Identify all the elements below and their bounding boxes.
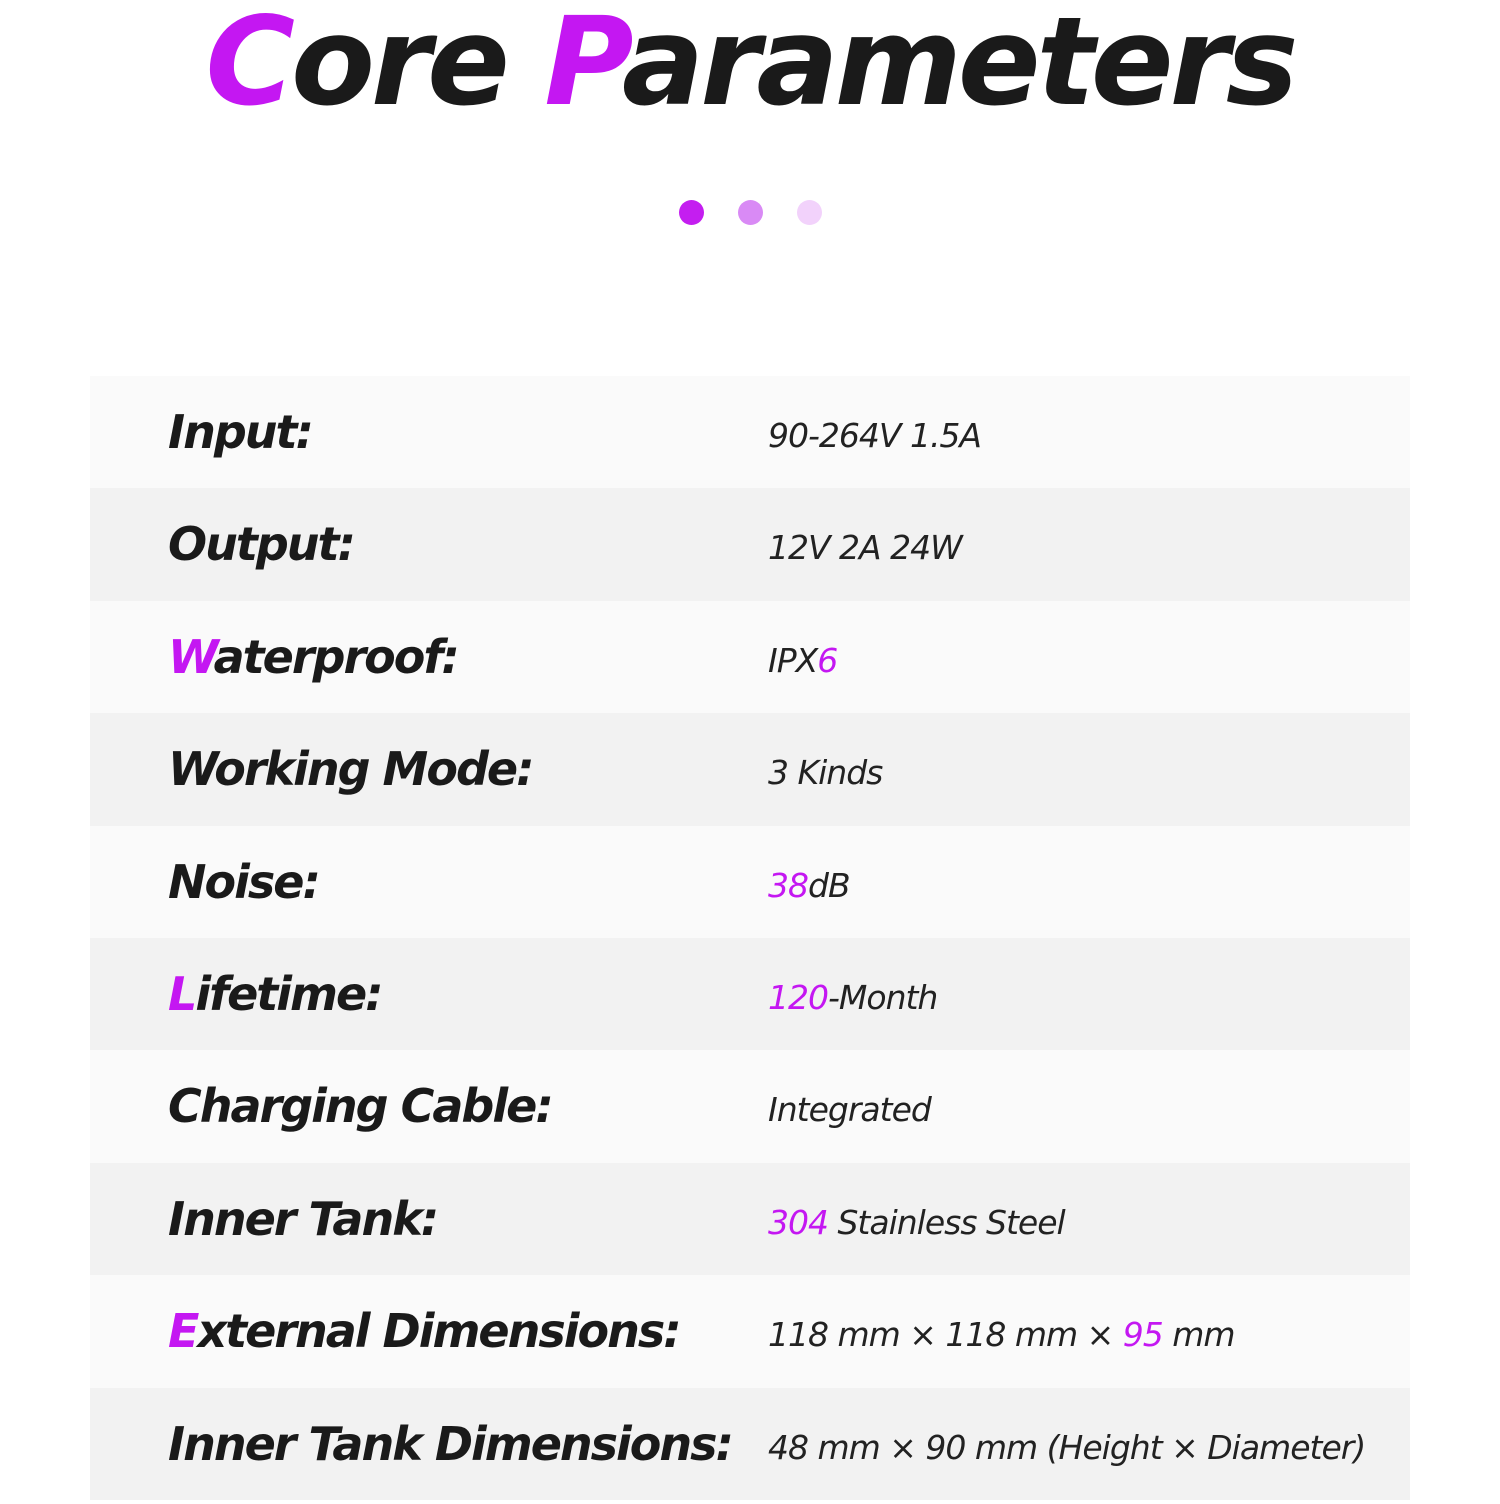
parameter-label [168,1163,437,1275]
page-title [0,0,1500,133]
decorative-dots [0,200,1500,228]
label-accent-letter: E [168,1304,198,1359]
value-highlight: 38 [768,865,808,905]
value-highlight: 6 [817,640,838,680]
parameter-value [768,380,981,492]
table-row [90,488,1410,600]
value-text: Integrated [768,1090,931,1130]
table-row [90,1163,1410,1275]
table-row [90,938,1410,1050]
label-text: Input: [168,405,312,459]
value-text: 12V 2A 24W [768,528,962,568]
parameter-label [168,1388,732,1500]
label-accent-letter: W [168,629,214,684]
value-highlight: 304 [768,1202,828,1242]
value-text: 3 Kinds [768,753,883,793]
table-row [90,826,1410,938]
label-text: Inner Tank: [168,1191,438,1246]
title-accent-letter: C [205,0,292,133]
label-accent-letter: L [168,966,196,1021]
value-text: dB [808,865,850,905]
table-row [90,1050,1410,1162]
dot-icon [797,200,822,225]
parameter-value [768,1167,1065,1279]
parameter-label [168,376,312,488]
title-text: ore [291,0,545,133]
value-text: 118 mm × 118 mm × [768,1315,1123,1355]
table-row [90,601,1410,713]
value-text: 90-264V 1.5A [768,416,982,455]
parameter-value [768,1392,1365,1504]
value-text: 48 mm × 90 mm (Height × Diameter) [768,1427,1366,1467]
parameter-label [168,488,354,600]
title-text: arameters [621,0,1295,133]
label-text: aterproof: [213,629,458,684]
parameter-value [768,830,850,942]
parameter-label [168,826,319,938]
table-row [90,713,1410,825]
table-row [90,376,1410,488]
label-text: Charging Cable: [168,1079,552,1134]
value-text: -Month [828,977,938,1017]
parameter-value [768,1054,931,1166]
parameter-label [168,601,458,713]
parameter-label [168,1050,552,1162]
parameter-value [768,492,962,604]
parameter-value [768,605,837,717]
parameter-label [168,938,382,1050]
value-text: mm [1162,1315,1235,1355]
table-row [90,1388,1410,1500]
parameter-label [168,1275,680,1387]
parameter-value [768,942,937,1054]
parameter-label [168,713,532,825]
parameter-value [768,1279,1235,1391]
value-highlight: 95 [1122,1315,1163,1355]
dot-icon [738,200,763,225]
label-text: Noise: [168,854,319,909]
label-text: xternal Dimensions: [197,1304,680,1359]
table-row [90,1275,1410,1387]
value-highlight: 120 [768,977,828,1017]
label-text: Output: [168,517,354,572]
label-text: Inner Tank Dimensions: [168,1416,732,1471]
label-text: ifetime: [195,966,382,1021]
dot-icon [679,200,704,225]
label-text: Working Mode: [168,742,533,797]
value-text: IPX [768,640,818,680]
parameter-value [768,717,882,829]
value-text: Stainless Steel [828,1202,1065,1242]
parameters-table [90,376,1410,1500]
title-accent-letter: P [544,0,622,133]
